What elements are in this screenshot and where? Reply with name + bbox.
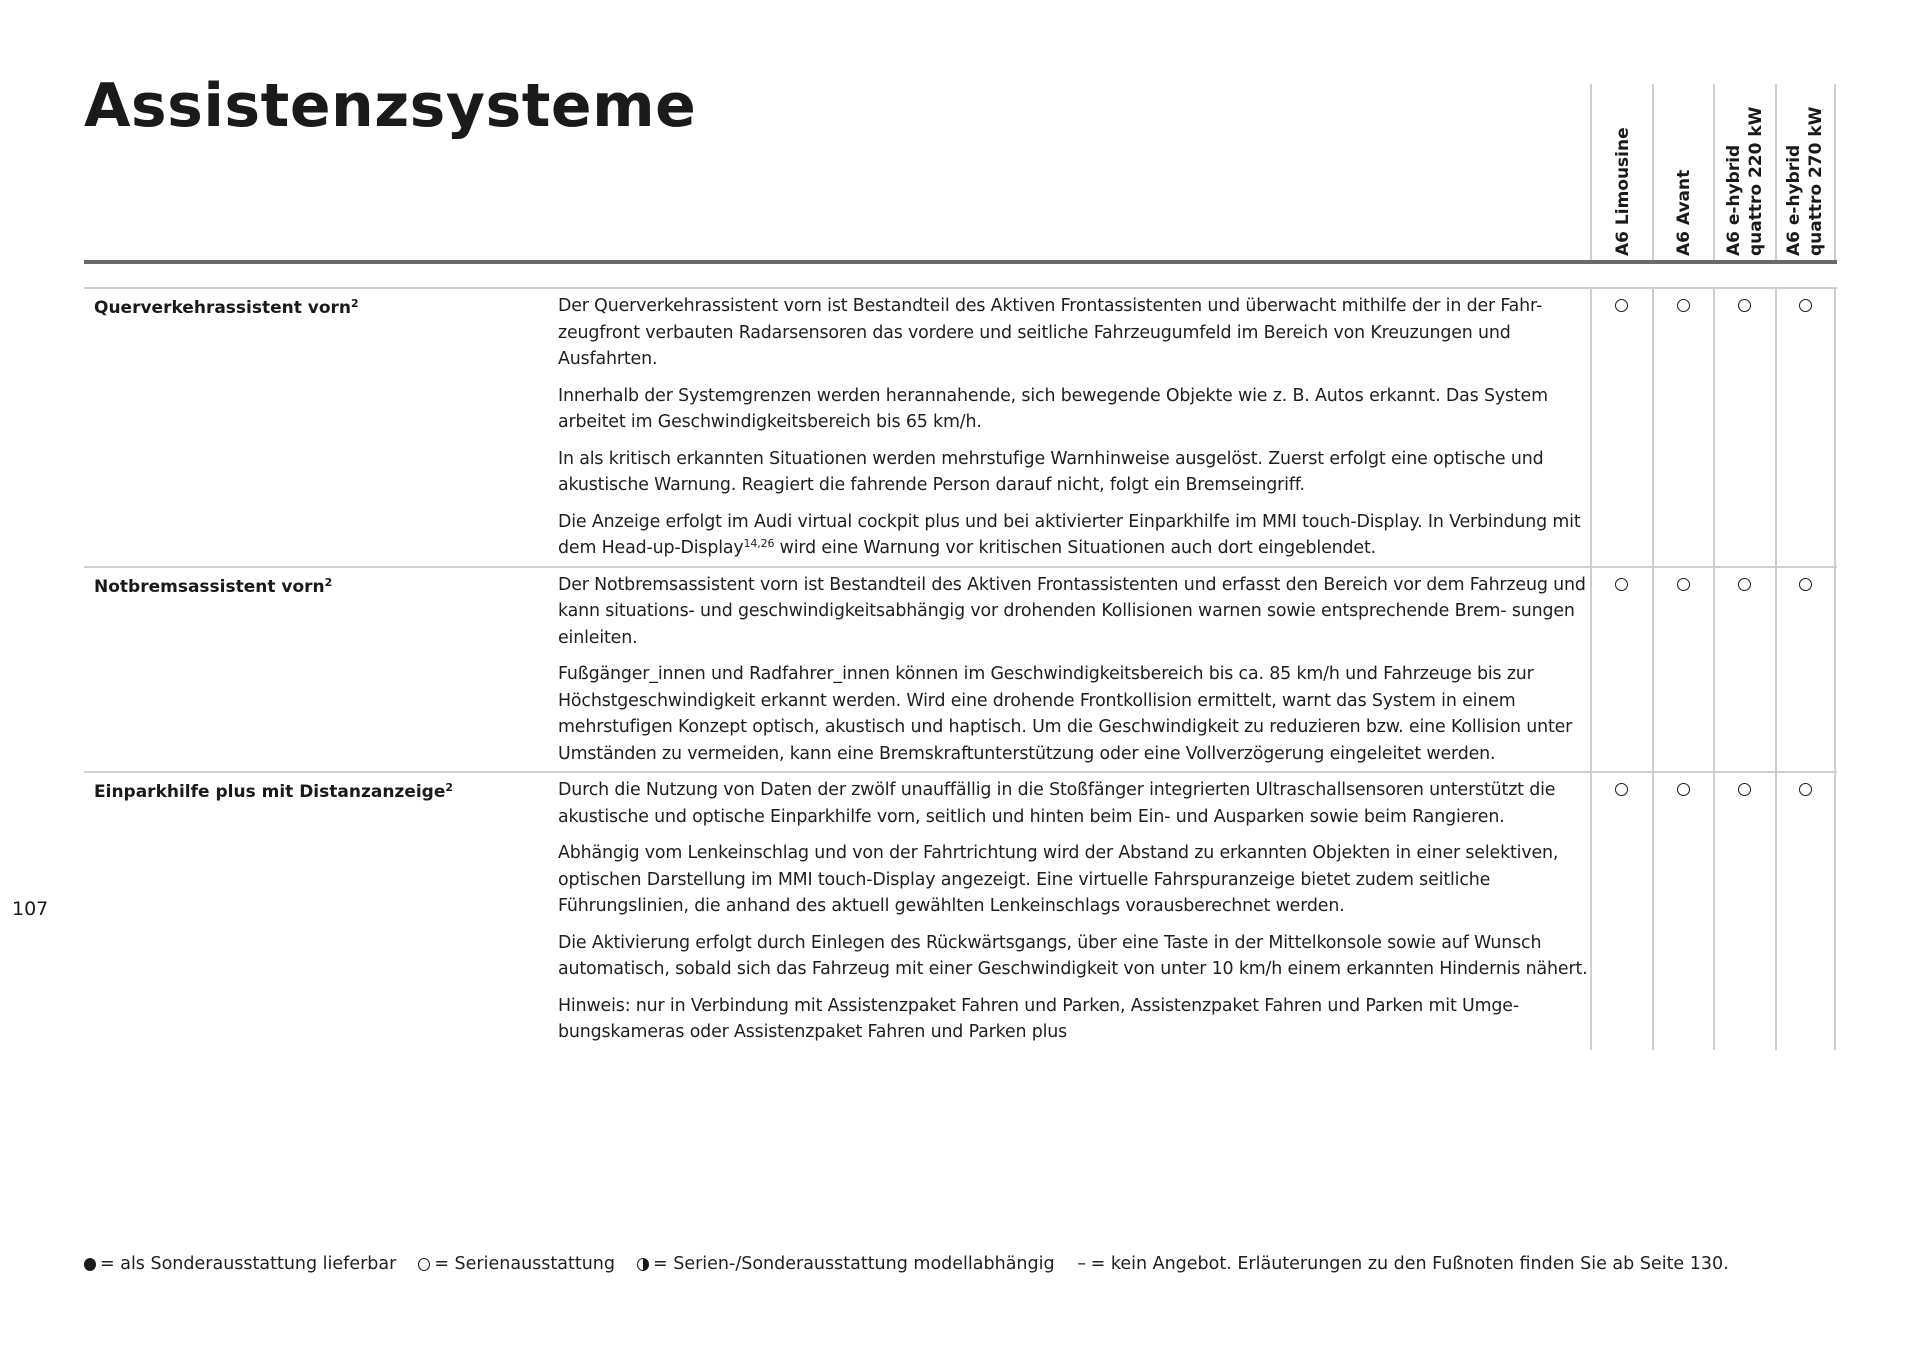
feature-description bbox=[558, 568, 1590, 772]
open-circle-icon bbox=[1799, 783, 1812, 796]
open-circle-icon bbox=[1677, 783, 1690, 796]
legend-item-standard bbox=[418, 1254, 615, 1274]
availability-marks bbox=[1590, 289, 1837, 566]
mark-cell bbox=[1652, 289, 1714, 566]
mark-cell bbox=[1713, 568, 1775, 772]
description-paragraph: Die Aktivierung erfolgt durch Einlegen des Rückwärtsgangs, über eine Taste in der Mittelkonsole sowie auf Wunsch automatisch, sobald sich das Fahrzeug mit einer Geschwindigkeit von unter 10 km/h einem erkannten Hindernis nähert. bbox=[558, 932, 1588, 979]
footnote-ref: 14,26 bbox=[743, 537, 775, 550]
description-paragraph: Abhängig vom Lenkeinschlag und von der Fahrtrichtung wird der Abstand zu erkannten Objekten in einer selektiven, optischen Darstellung im MMI touch-Display angezeigt. Eine virtuelle Fahrspuranzeige bietet zudem seitliche Führungslinien, die anhand des aktuell gewählten Lenkeinschlags vorausberechnet werden. bbox=[558, 843, 1559, 916]
description-paragraph: Der Querverkehrassistent vorn ist Bestandteil des Aktiven Frontassistenten und überwacht mithilfe der in der Fahr- zeugfront verbauten Radarsensoren das vordere und seitliche Fahrzeugumfeld im Bereich von Kreuzungen und Ausfahrten. bbox=[558, 296, 1543, 369]
mark-cell bbox=[1713, 773, 1775, 1050]
footnote-ref: 2 bbox=[351, 297, 359, 310]
dash-icon: – bbox=[1077, 1254, 1086, 1274]
equipment-table bbox=[84, 287, 1837, 1050]
description-paragraph: Der Notbremsassistent vorn ist Bestandteil des Aktiven Frontassistenten und erfasst den Bereich vor dem Fahrzeug und kann situations- und geschwindigkeitsabhängig vor drohenden Kollisionen warnen sowie entsprechende Brem- sungen einleiten. bbox=[558, 574, 1586, 648]
legend-text: = Serienausstattung bbox=[434, 1254, 615, 1274]
legend-text: = Serien-/Sonderausstattung modellabhängig bbox=[653, 1254, 1055, 1274]
table-row bbox=[84, 287, 1837, 566]
legend-item-not-available bbox=[1077, 1254, 1729, 1274]
feature-name: Notbremsassistent vorn$^2$ bbox=[94, 575, 333, 597]
column-header-a6-e-hybrid-270 bbox=[1775, 84, 1837, 260]
column-header-label: quattro 220 kW bbox=[1745, 106, 1766, 256]
table-row bbox=[84, 771, 1837, 1050]
description-paragraph: Fußgänger_innen und Radfahrer_innen können im Geschwindigkeitsbereich bis ca. 85 km/h und Fahrzeuge bis zur Höchstgeschwindigkeit erkannt werden. Wird eine drohende Frontkollision ermittelt, warnt das System in einem mehrstufigen Konzept optisch, akustisch und haptisch. Um die Geschwindigkeit zu reduzieren bzw. eine Kollision unter Umständen zu vermeiden, kann eine Bremskraftunterstützung oder eine Vollverzögerung eingeleitet werden. bbox=[558, 664, 1573, 764]
description-paragraph: In als kritisch erkannten Situationen werden mehrstufige Warnhinweise ausgelöst. Zuerst erfolgt eine optische und akustische Warnung. Reagiert die fahrende Person darauf nicht, folgt ein Bremseingriff. bbox=[558, 448, 1544, 495]
column-header-label: A6 e-hybrid bbox=[1723, 144, 1744, 256]
mark-cell bbox=[1590, 568, 1652, 772]
open-circle-icon bbox=[1738, 578, 1751, 591]
page-number: 107 bbox=[12, 898, 49, 920]
open-circle-icon bbox=[1738, 783, 1751, 796]
open-circle-icon bbox=[1615, 578, 1628, 591]
open-circle-icon bbox=[1615, 783, 1628, 796]
feature-name: Querverkehrassistent vorn$^2$ bbox=[94, 297, 359, 318]
open-circle-icon bbox=[418, 1258, 430, 1271]
legend-text: = kein Angebot. Erläuterungen zu den Fußnoten finden Sie ab Seite 130. bbox=[1090, 1254, 1729, 1274]
mark-cell bbox=[1775, 289, 1837, 566]
column-header-a6-e-hybrid-220 bbox=[1713, 84, 1775, 260]
mark-cell bbox=[1775, 773, 1837, 1050]
column-header-label: quattro 270 kW bbox=[1806, 106, 1827, 256]
open-circle-icon bbox=[1799, 299, 1812, 312]
open-circle-icon bbox=[1799, 578, 1812, 591]
model-column-headers bbox=[1590, 84, 1837, 260]
description-paragraph: Die Anzeige erfolgt im Audi virtual cockpit plus und bei aktivierter Einparkhilfe im MMI touch-Display. In Verbindung mit dem Head-up-Display$^{14,26}$ wird eine Warnung vor kritischen Situationen auch dort eingeblendet. bbox=[558, 511, 1581, 558]
availability-marks bbox=[1590, 568, 1837, 772]
half-filled-circle-icon bbox=[637, 1258, 649, 1271]
mark-cell bbox=[1713, 289, 1775, 566]
filled-circle-icon bbox=[84, 1258, 96, 1271]
mark-cell bbox=[1652, 773, 1714, 1050]
legend-item-model-dependent bbox=[637, 1254, 1055, 1274]
footnote-ref: 2 bbox=[324, 575, 333, 589]
header-divider bbox=[84, 260, 1837, 264]
footnote-ref: 2 bbox=[445, 781, 454, 794]
column-header-a6-limousine bbox=[1590, 84, 1652, 260]
description-paragraph: Durch die Nutzung von Daten der zwölf unauffällig in die Stoßfänger integrierten Ultraschallsensoren unterstützt die akustische und optische Einparkhilfe vorn, seitlich und hinten beim Ein- und Ausparken sowie beim Rangieren. bbox=[558, 780, 1556, 827]
column-header-a6-avant bbox=[1652, 84, 1714, 260]
page-title: Assistenzsysteme bbox=[84, 71, 697, 141]
availability-marks bbox=[1590, 773, 1837, 1050]
description-paragraph: Hinweis: nur in Verbindung mit Assistenzpaket Fahren und Parken, Assistenzpaket Fahren und Parken mit Umge- bungskameras oder Assistenzpaket Fahren und Parken plus bbox=[558, 995, 1519, 1042]
feature-description bbox=[558, 289, 1590, 566]
column-header-label: A6 Limousine bbox=[1612, 127, 1633, 256]
mark-cell bbox=[1775, 568, 1837, 772]
table-row bbox=[84, 566, 1837, 772]
legend bbox=[84, 1254, 1751, 1274]
description-paragraph: Innerhalb der Systemgrenzen werden herannahende, sich bewegende Objekte wie z. B. Autos erkannt. Das System arbeitet im Geschwindigkeitsbereich bis 65 km/h. bbox=[558, 385, 1548, 432]
open-circle-icon bbox=[1615, 299, 1628, 312]
feature-name: Einparkhilfe plus mit Distanzanzeige$^2$ bbox=[94, 781, 454, 802]
mark-cell bbox=[1590, 773, 1652, 1050]
open-circle-icon bbox=[1677, 578, 1690, 591]
open-circle-icon bbox=[1677, 299, 1690, 312]
open-circle-icon bbox=[1738, 299, 1751, 312]
feature-description bbox=[558, 773, 1590, 1050]
mark-cell bbox=[1590, 289, 1652, 566]
legend-item-optional bbox=[84, 1254, 396, 1274]
column-header-label: A6 e-hybrid bbox=[1784, 144, 1805, 256]
legend-text: = als Sonderausstattung lieferbar bbox=[100, 1254, 397, 1274]
column-header-label: A6 Avant bbox=[1674, 169, 1695, 256]
mark-cell bbox=[1652, 568, 1714, 772]
